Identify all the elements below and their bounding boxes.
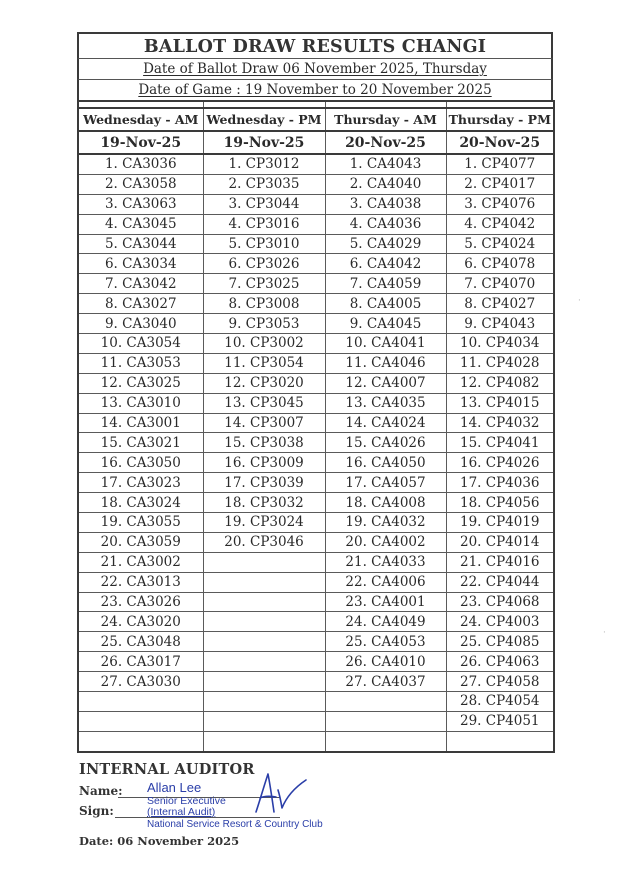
- table-row: [78, 692, 554, 712]
- ballot-entry-cell: 28. CP4054: [446, 692, 554, 712]
- ballot-entry-cell: 13. CA4035: [325, 393, 446, 413]
- ballot-entry-cell: 6. CP3026: [203, 254, 325, 274]
- table-row: [78, 174, 554, 194]
- table-row: [78, 254, 554, 274]
- spacer-cell: [78, 101, 203, 108]
- sign-label: Sign:: [79, 804, 114, 818]
- table-row: [78, 194, 554, 214]
- ballot-entry-cell: 4. CA3045: [78, 214, 203, 234]
- ballot-entry-cell: [78, 692, 203, 712]
- column-header-date: 19-Nov-25: [78, 131, 203, 154]
- ballot-entry-cell: 10. CA4041: [325, 334, 446, 354]
- ballot-entry-cell: 24. CA4049: [325, 612, 446, 632]
- ballot-entry-cell: 12. CA4007: [325, 373, 446, 393]
- results-table: [77, 100, 555, 753]
- ballot-entry-cell: 13. CA3010: [78, 393, 203, 413]
- ballot-entry-cell: 8. CP3008: [203, 294, 325, 314]
- table-row: [78, 612, 554, 632]
- ballot-entry-cell: 15. CP4041: [446, 433, 554, 453]
- ballot-entry-cell: 14. CA4024: [325, 413, 446, 433]
- ballot-entry-cell: 26. CA4010: [325, 652, 446, 672]
- ballot-entry-cell: 14. CP3007: [203, 413, 325, 433]
- ballot-entry-cell: 21. CP4016: [446, 552, 554, 572]
- ballot-entry-cell: 1. CP4077: [446, 154, 554, 174]
- ballot-entry-cell: [203, 612, 325, 632]
- ballot-entry-cell: 20. CP4014: [446, 532, 554, 552]
- ballot-entry-cell: 24. CP4003: [446, 612, 554, 632]
- ballot-entry-cell: 16. CP4026: [446, 453, 554, 473]
- auditor-title-line1: Senior Executive: [147, 795, 226, 807]
- spacer-cell: [446, 101, 554, 108]
- ballot-entry-cell: 4. CP4042: [446, 214, 554, 234]
- ballot-entry-cell: 22. CA4006: [325, 572, 446, 592]
- table-row: [78, 274, 554, 294]
- ballot-entry-cell: 17. CP4036: [446, 473, 554, 493]
- ballot-entry-cell: 16. CA3050: [78, 453, 203, 473]
- column-header-date: 20-Nov-25: [325, 131, 446, 154]
- ballot-entry-cell: 16. CP3009: [203, 453, 325, 473]
- table-row: [78, 731, 554, 751]
- ballot-entry-cell: 23. CA4001: [325, 592, 446, 612]
- auditor-heading: INTERNAL AUDITOR: [79, 761, 255, 778]
- ballot-entry-cell: 6. CA3034: [78, 254, 203, 274]
- ballot-results-sheet: [77, 32, 553, 753]
- auditor-name: Allan Lee: [147, 780, 202, 795]
- table-row: [78, 334, 554, 354]
- ballot-entry-cell: 17. CA3023: [78, 473, 203, 493]
- scan-speck: ·: [578, 296, 581, 306]
- ballot-entry-cell: 5. CP3010: [203, 234, 325, 254]
- column-header-date: 20-Nov-25: [446, 131, 554, 154]
- ballot-entry-cell: 20. CP3046: [203, 532, 325, 552]
- ballot-entry-cell: 15. CA3021: [78, 433, 203, 453]
- table-row: [78, 294, 554, 314]
- ballot-entry-cell: 22. CA3013: [78, 572, 203, 592]
- ballot-entry-cell: [203, 632, 325, 652]
- ballot-entry-cell: 7. CA3042: [78, 274, 203, 294]
- sign-field: [79, 804, 379, 830]
- name-field: [79, 780, 379, 807]
- ballot-entry-cell: [325, 711, 446, 731]
- ballot-entry-cell: 2. CP3035: [203, 174, 325, 194]
- ballot-entry-cell: 4. CP3016: [203, 214, 325, 234]
- table-row: [78, 214, 554, 234]
- draw-date-row: [77, 58, 553, 79]
- ballot-entry-cell: 27. CA4037: [325, 672, 446, 692]
- ballot-entry-cell: 7. CA4059: [325, 274, 446, 294]
- ballot-entry-cell: 11. CP4028: [446, 353, 554, 373]
- ballot-entry-cell: 9. CP3053: [203, 314, 325, 334]
- spacer-cell: [203, 101, 325, 108]
- ballot-entry-cell: 13. CP4015: [446, 393, 554, 413]
- ballot-entry-cell: 3. CA3063: [78, 194, 203, 214]
- ballot-entry-cell: 9. CA4045: [325, 314, 446, 334]
- ballot-entry-cell: 20. CA3059: [78, 532, 203, 552]
- ballot-entry-cell: 21. CA4033: [325, 552, 446, 572]
- table-row: [78, 632, 554, 652]
- ballot-entry-cell: [78, 731, 203, 751]
- ballot-entry-cell: 15. CP3038: [203, 433, 325, 453]
- ballot-entry-cell: 9. CP4043: [446, 314, 554, 334]
- table-row: [78, 314, 554, 334]
- ballot-entry-cell: [78, 711, 203, 731]
- table-row: [78, 413, 554, 433]
- table-row: [78, 493, 554, 513]
- ballot-entry-cell: 2. CA4040: [325, 174, 446, 194]
- date-header-row: [78, 131, 554, 154]
- ballot-entry-cell: 10. CP3002: [203, 334, 325, 354]
- ballot-entry-cell: 18. CP3032: [203, 493, 325, 513]
- table-row: [78, 353, 554, 373]
- ballot-entry-cell: 18. CA3024: [78, 493, 203, 513]
- ballot-entry-cell: 19. CP4019: [446, 513, 554, 533]
- ballot-entry-cell: 2. CA3058: [78, 174, 203, 194]
- table-row: [78, 433, 554, 453]
- ballot-entry-cell: 27. CP4058: [446, 672, 554, 692]
- ballot-entry-cell: [203, 711, 325, 731]
- table-row: [78, 672, 554, 692]
- auditor-organization: National Service Resort & Country Club: [147, 819, 323, 830]
- table-row: [78, 453, 554, 473]
- table-row: [78, 513, 554, 533]
- table-row: [78, 532, 554, 552]
- day-header-row: [78, 108, 554, 131]
- table-row: [78, 373, 554, 393]
- ballot-entry-cell: 23. CA3026: [78, 592, 203, 612]
- ballot-entry-cell: 6. CA4042: [325, 254, 446, 274]
- table-row: [78, 572, 554, 592]
- table-row: [78, 393, 554, 413]
- ballot-entry-cell: 2. CP4017: [446, 174, 554, 194]
- draw-date: Date of Ballot Draw 06 November 2025, Thursday: [143, 61, 487, 77]
- ballot-entry-cell: 3. CA4038: [325, 194, 446, 214]
- ballot-entry-cell: [446, 731, 554, 751]
- ballot-entry-cell: 18. CA4008: [325, 493, 446, 513]
- ballot-entry-cell: [203, 672, 325, 692]
- ballot-entry-cell: [203, 592, 325, 612]
- ballot-entry-cell: 1. CA4043: [325, 154, 446, 174]
- ballot-entry-cell: 23. CP4068: [446, 592, 554, 612]
- ballot-entry-cell: 12. CA3025: [78, 373, 203, 393]
- ballot-entry-cell: 27. CA3030: [78, 672, 203, 692]
- ballot-entry-cell: 22. CP4044: [446, 572, 554, 592]
- ballot-entry-cell: 25. CA4053: [325, 632, 446, 652]
- table-row: [78, 592, 554, 612]
- ballot-entry-cell: [203, 731, 325, 751]
- ballot-entry-cell: [203, 652, 325, 672]
- ballot-entry-cell: 25. CA3048: [78, 632, 203, 652]
- ballot-entry-cell: 8. CA4005: [325, 294, 446, 314]
- ballot-entry-cell: 19. CA4032: [325, 513, 446, 533]
- ballot-entry-cell: 6. CP4078: [446, 254, 554, 274]
- ballot-entry-cell: 17. CA4057: [325, 473, 446, 493]
- ballot-entry-cell: 16. CA4050: [325, 453, 446, 473]
- auditor-title-line2: (Internal Audit): [147, 806, 216, 818]
- ballot-entry-cell: 21. CA3002: [78, 552, 203, 572]
- ballot-entry-cell: [325, 731, 446, 751]
- internal-auditor-block: [79, 761, 379, 830]
- sign-date: Date: 06 November 2025: [79, 834, 240, 848]
- ballot-entry-cell: 1. CA3036: [78, 154, 203, 174]
- ballot-entry-cell: 11. CA3053: [78, 353, 203, 373]
- ballot-entry-cell: 1. CP3012: [203, 154, 325, 174]
- ballot-entry-cell: 12. CP4082: [446, 373, 554, 393]
- ballot-entry-cell: 14. CP4032: [446, 413, 554, 433]
- ballot-entry-cell: 13. CP3045: [203, 393, 325, 413]
- name-label: Name:: [79, 784, 123, 798]
- table-row: [78, 234, 554, 254]
- ballot-entry-cell: 18. CP4056: [446, 493, 554, 513]
- document-title: BALLOT DRAW RESULTS CHANGI: [77, 32, 553, 58]
- ballot-entry-cell: 14. CA3001: [78, 413, 203, 433]
- ballot-entry-cell: 20. CA4002: [325, 532, 446, 552]
- column-header-day: Thursday - AM: [325, 108, 446, 131]
- ballot-entry-cell: 26. CP4063: [446, 652, 554, 672]
- ballot-entry-cell: 3. CP3044: [203, 194, 325, 214]
- column-header-day: Thursday - PM: [446, 108, 554, 131]
- ballot-entry-cell: 15. CA4026: [325, 433, 446, 453]
- ballot-entry-cell: 10. CA3054: [78, 334, 203, 354]
- ballot-entry-cell: 7. CP3025: [203, 274, 325, 294]
- table-row: [78, 552, 554, 572]
- ballot-entry-cell: 25. CP4085: [446, 632, 554, 652]
- table-row: [78, 473, 554, 493]
- ballot-entry-cell: [203, 572, 325, 592]
- ballot-entry-cell: 11. CP3054: [203, 353, 325, 373]
- ballot-entry-cell: 8. CP4027: [446, 294, 554, 314]
- game-date-row: [77, 79, 553, 100]
- ballot-entry-cell: 12. CP3020: [203, 373, 325, 393]
- ballot-entry-cell: 5. CA4029: [325, 234, 446, 254]
- ballot-entry-cell: 10. CP4034: [446, 334, 554, 354]
- table-row: [78, 652, 554, 672]
- ballot-entry-cell: 8. CA3027: [78, 294, 203, 314]
- ballot-entry-cell: 17. CP3039: [203, 473, 325, 493]
- column-header-day: Wednesday - PM: [203, 108, 325, 131]
- table-row: [78, 711, 554, 731]
- ballot-entry-cell: 3. CP4076: [446, 194, 554, 214]
- ballot-entry-cell: 29. CP4051: [446, 711, 554, 731]
- game-date: Date of Game : 19 November to 20 November 2025: [138, 82, 492, 98]
- spacer-cell: [325, 101, 446, 108]
- column-header-date: 19-Nov-25: [203, 131, 325, 154]
- ballot-entry-cell: 7. CP4070: [446, 274, 554, 294]
- ballot-entry-cell: 19. CA3055: [78, 513, 203, 533]
- column-header-day: Wednesday - AM: [78, 108, 203, 131]
- ballot-entry-cell: [203, 692, 325, 712]
- ballot-entry-cell: [325, 692, 446, 712]
- spacer-row: [78, 101, 554, 108]
- handwritten-signature-icon: [250, 770, 310, 820]
- ballot-entry-cell: 26. CA3017: [78, 652, 203, 672]
- scan-speck: ·: [603, 628, 606, 638]
- table-row: [78, 154, 554, 174]
- ballot-entry-cell: 11. CA4046: [325, 353, 446, 373]
- ballot-entry-cell: 19. CP3024: [203, 513, 325, 533]
- ballot-entry-cell: 24. CA3020: [78, 612, 203, 632]
- ballot-entry-cell: 9. CA3040: [78, 314, 203, 334]
- ballot-entry-cell: [203, 552, 325, 572]
- ballot-entry-cell: 5. CA3044: [78, 234, 203, 254]
- ballot-entry-cell: 5. CP4024: [446, 234, 554, 254]
- ballot-entry-cell: 4. CA4036: [325, 214, 446, 234]
